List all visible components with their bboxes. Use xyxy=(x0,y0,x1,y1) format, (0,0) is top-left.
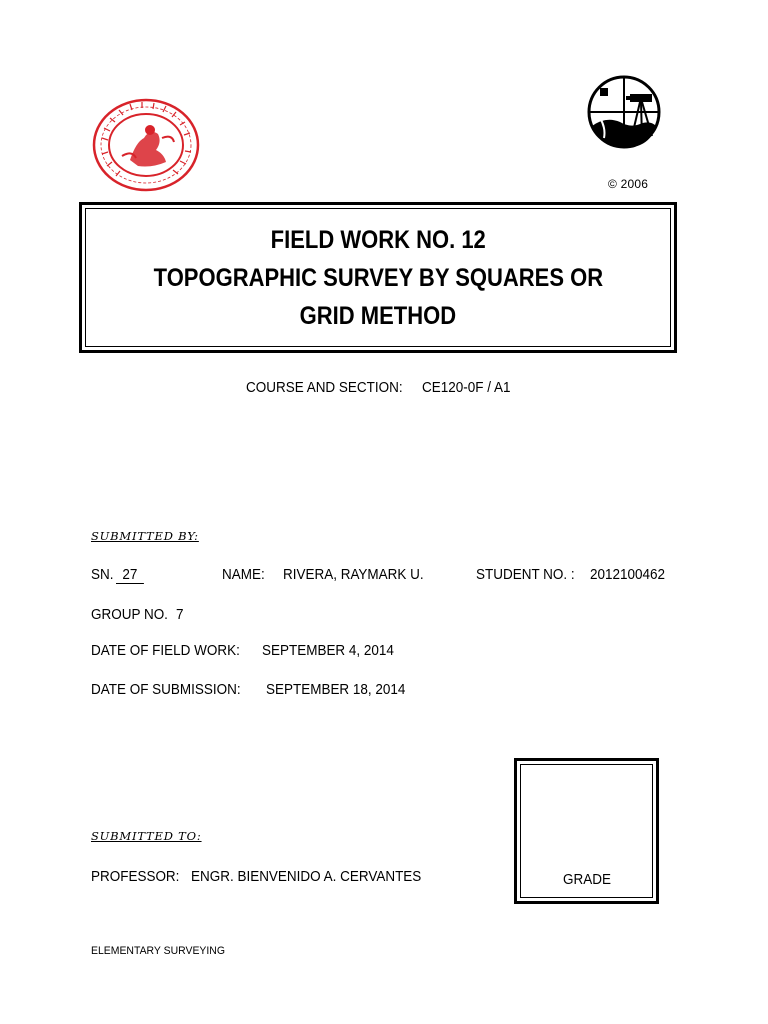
student-no-label: STUDENT NO. : xyxy=(476,567,575,583)
footer-course-name: ELEMENTARY SURVEYING xyxy=(91,945,225,957)
name-value: RIVERA, RAYMARK U. xyxy=(283,567,424,583)
surveying-instrument-logo xyxy=(586,74,662,170)
institute-seal-logo xyxy=(92,98,200,192)
group-no-value: 7 xyxy=(176,607,184,623)
group-no-label: GROUP NO. xyxy=(91,607,168,623)
copyright-notice: © 2006 xyxy=(608,177,649,191)
date-submission-value: SEPTEMBER 18, 2014 xyxy=(266,682,406,698)
sn-label: SN. xyxy=(91,567,114,583)
name-label: NAME: xyxy=(222,567,265,583)
date-field-work-value: SEPTEMBER 4, 2014 xyxy=(262,643,394,659)
title-box-inner xyxy=(85,208,671,347)
title-line-3: GRID METHOD xyxy=(299,301,457,330)
course-section-label: COURSE AND SECTION: xyxy=(246,380,403,396)
submitted-to-heading: SUBMITTED TO: xyxy=(91,829,202,843)
course-section-value: CE120-0F / A1 xyxy=(422,380,511,396)
sn-value: 27 xyxy=(116,567,144,584)
grade-label: GRADE xyxy=(563,872,611,888)
student-no-value: 2012100462 xyxy=(590,567,666,583)
professor-value: ENGR. BIENVENIDO A. CERVANTES xyxy=(191,869,422,885)
submitted-by-heading: SUBMITTED BY: xyxy=(91,529,199,543)
professor-label: PROFESSOR: xyxy=(91,869,180,885)
title-line-2: TOPOGRAPHIC SURVEY BY SQUARES OR xyxy=(153,263,603,292)
date-field-work-label: DATE OF FIELD WORK: xyxy=(91,643,240,659)
title-line-1: FIELD WORK NO. 12 xyxy=(270,225,486,254)
title-box xyxy=(79,202,677,353)
date-submission-label: DATE OF SUBMISSION: xyxy=(91,682,241,698)
